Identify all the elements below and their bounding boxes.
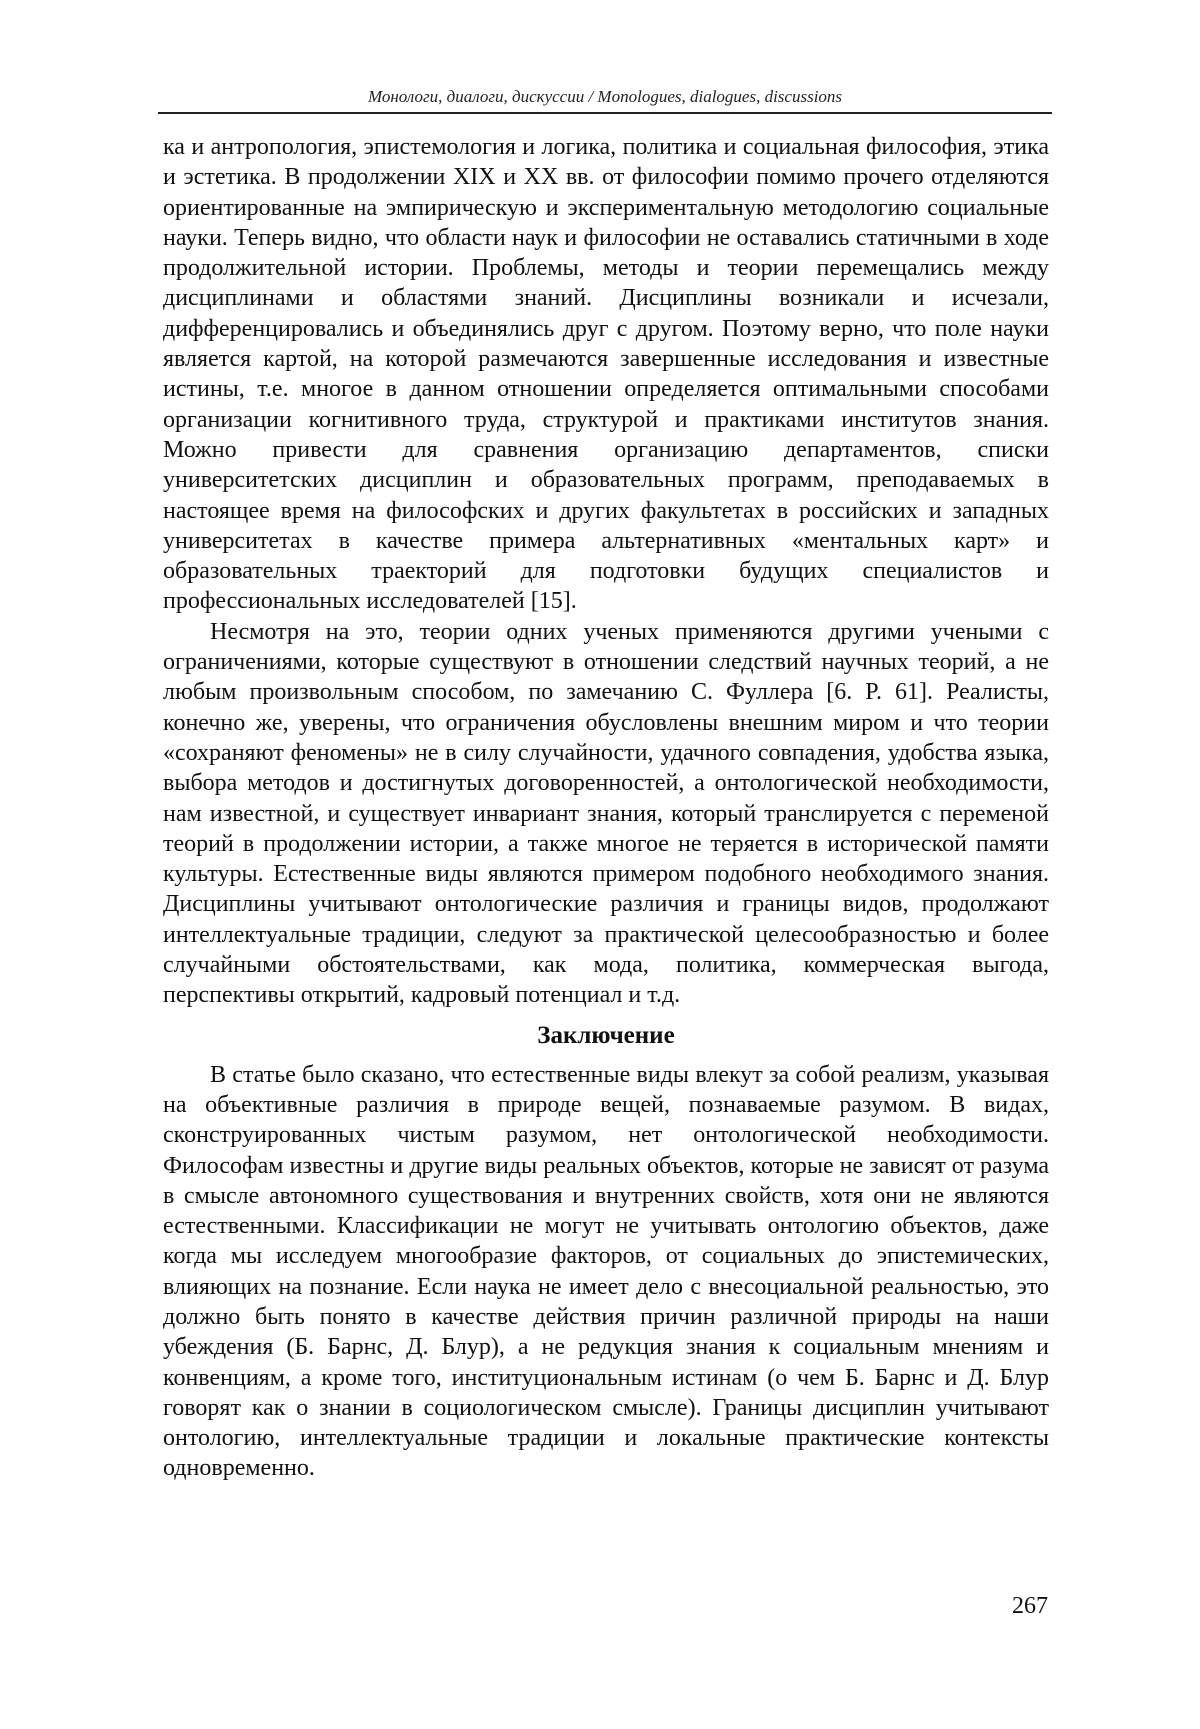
section-heading-conclusion: Заключение [537, 1021, 675, 1049]
running-header: Монологи, диалоги, дискуссии / Monologues, dialogues, discussions [367, 87, 843, 106]
header-rule [158, 112, 1052, 114]
paragraph-conclusion: В статье было сказано, что естественные виды влекут за собой реализм, указывая на объективные различия в природе вещей, познаваемые разумом. В видах, сконструированных чистым разумом, нет онтологической необходимости. Философам известны и другие виды реальных объектов, которые не зависят от разума в смысле автономного существования и внутренних свойств, хотя они не являются естественными. Классификации не могут не учитывать онтологию объектов, даже когда мы исследуем многообразие факторов, от социальных до эпистемических, влияющих на познание. Если наука не имеет дело с внесоциальной реальностью, это должно быть понято в качестве действия причин различной природы на наши убеждения (Б. Барнс, Д. Блур), а не редукция знания к социальным мнениям и конвенциям, а кроме того, институциональным истинам (о чем Б. Барнс и Д. Блур говорят как о знании в социологическом смысле). Границы дисциплин учитывают онтологию, интеллектуальные традиции и локальные практические контексты одновременно. [163, 1061, 1049, 1482]
paragraph-fuller: Несмотря на это, теории одних ученых применяются другими учеными с ограничениями, которые существуют в отношении следствий научных теорий, а не любым произвольным способом, по замечанию С. Фуллера [6. P. 61]. Реалисты, конечно же, уверены, что ограничения обусловлены внешним миром и что теории «сохраняют феномены» не в силу случайности, удачного совпадения, удобства языка, выбора методов и достигнутых договоренностей, а онтологической необходимости, нам известной, и существует инвариант знания, который транслируется с переменой теорий в продолжении истории, а также многое не теряется в исторической памяти культуры. Естественные виды являются примером подобного необходимого знания. Дисциплины учитывают онтологические различия и границы видов, продолжают интеллектуальные традиции, следуют за практической целесообразностью и более случайными обстоятельствами, как мода, политика, коммерческая выгода, перспективы открытий, кадровый потенциал и т.д. [163, 618, 1049, 1009]
page-number: 267 [1012, 1593, 1048, 1619]
paragraph-continuation: ка и антропология, эпистемология и логика, политика и социальная философия, этика и эстетика. В продолжении XIX и XX вв. от философии помимо прочего отделяются ориентированные на эмпирическую и экспериментальную методологию социальные науки. Теперь видно, что области наук и философии не оставались статичными в ходе продолжительной истории. Проблемы, методы и теории перемещались между дисциплинами и областями знаний. Дисциплины возникали и исчезали, дифференцировались и объединялись друг с другом. Поэтому верно, что поле науки является картой, на которой размечаются завершенные исследования и известные истины, т.е. многое в данном отношении определяется оптимальными способами организации когнитивного труда, структурой и практиками институтов знания. Можно привести для сравнения организацию департаментов, списки университетских дисциплин и образовательных программ, преподаваемых в настоящее время на философских и других факультетах в российских и западных университетах в качестве примера альтернативных «ментальных карт» и образовательных траекторий для подготовки будущих специалистов и профессиональных исследователей [15]. [163, 134, 1049, 615]
article-body [163, 132, 1049, 1484]
